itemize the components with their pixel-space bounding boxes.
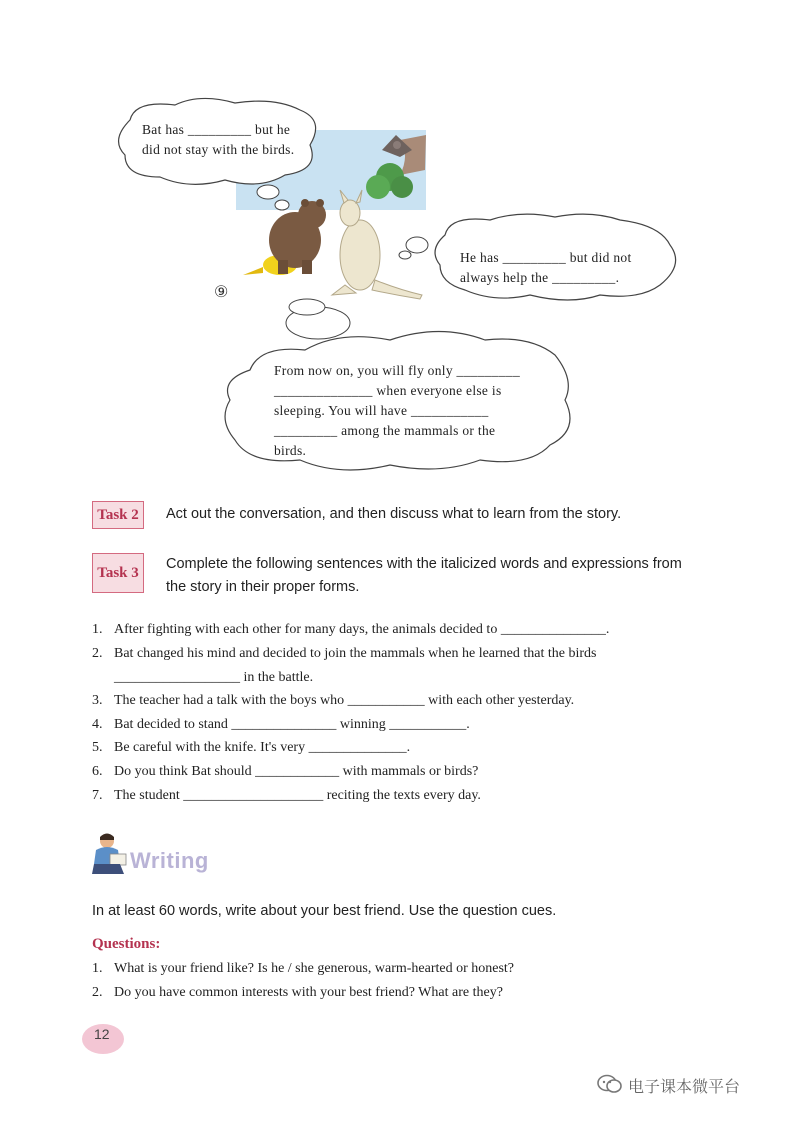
kangaroo-bubble-text [460,248,632,288]
question-text: Do you have common interests with your best friend? What are they? [114,985,503,1000]
exercise-number: 4. [92,717,103,732]
exercise-text: Bat changed his mind and decided to join the mammals when he learned that the birds [114,646,597,661]
exercise-text: Bat decided to stand _______________ winning ___________. [114,717,470,732]
judge-bubble-line2: ______________ when everyone else is [274,383,502,398]
exercise-number: 3. [92,693,103,708]
exercise-item [92,646,596,662]
exercise-text: The teacher had a talk with the boys who ___________ with each other yesterday. [114,693,575,708]
picture-number: ⑨ [214,284,229,301]
exercise-item [92,788,481,804]
writing-boy-icon [90,832,130,878]
exercise-number: 5. [92,740,103,755]
task3-text [166,553,682,599]
judge-bubble-line5: birds. [274,443,307,458]
exercise-text: The student ____________________ reciting the texts every day. [114,788,481,803]
writing-heading: Writing [130,848,209,873]
judge-bubble-line3: sleeping. You will have ___________ [274,403,489,418]
task2-tag: Task 2 [92,501,144,529]
exercise-item [92,717,470,733]
exercise-number: 1. [92,622,103,637]
exercise-text: After fighting with each other for many days, the animals decided to _______________. [114,622,610,637]
page-number: 12 [94,1026,110,1042]
bat-bubble-line1: Bat has _________ but he [142,122,291,137]
exercise-text: Be careful with the knife. It's very ______________. [114,740,411,755]
task3-line1: Complete the following sentences with the italicized words and expressions from [166,556,682,572]
exercise-number: 6. [92,764,103,779]
question-number: 1. [92,961,103,976]
exercise-item [92,764,478,780]
exercise-item [92,693,574,709]
bat-bubble-line2: did not stay with the birds. [142,142,295,157]
questions-label: Questions: [92,936,161,952]
bat-bubble-text [142,120,294,160]
wechat-icon [596,1073,624,1095]
kangaroo-bubble-line2: always help the _________. [460,270,620,285]
question-item [92,985,503,1001]
exercise-item [92,622,609,638]
task3-tag: Task 3 [92,553,144,593]
exercise-text: __________________ in the battle. [114,670,314,685]
judge-bubble-line1: From now on, you will fly only _________ [274,363,521,378]
question-item [92,961,514,977]
watermark-text: 电子课本微平台 [628,1077,741,1096]
exercise-text: Do you think Bat should ____________ with mammals or birds? [114,764,479,779]
task3-line2: the story in their proper forms. [166,579,360,595]
writing-instruction: In at least 60 words, write about your best friend. Use the question cues. [92,903,557,919]
judge-bubble-text [274,361,520,461]
exercise-number: 2. [92,646,103,661]
exercise-item [92,740,410,756]
question-text: What is your friend like? Is he / she generous, warm-hearted or honest? [114,961,515,976]
task2-text: Act out the conversation, and then discuss what to learn from the story. [166,506,622,522]
exercise-number: 7. [92,788,103,803]
judge-bubble-line4: _________ among the mammals or the [274,423,496,438]
question-number: 2. [92,985,103,1000]
exercise-item [92,670,313,686]
kangaroo-bubble-line1: He has _________ but did not [460,250,632,265]
